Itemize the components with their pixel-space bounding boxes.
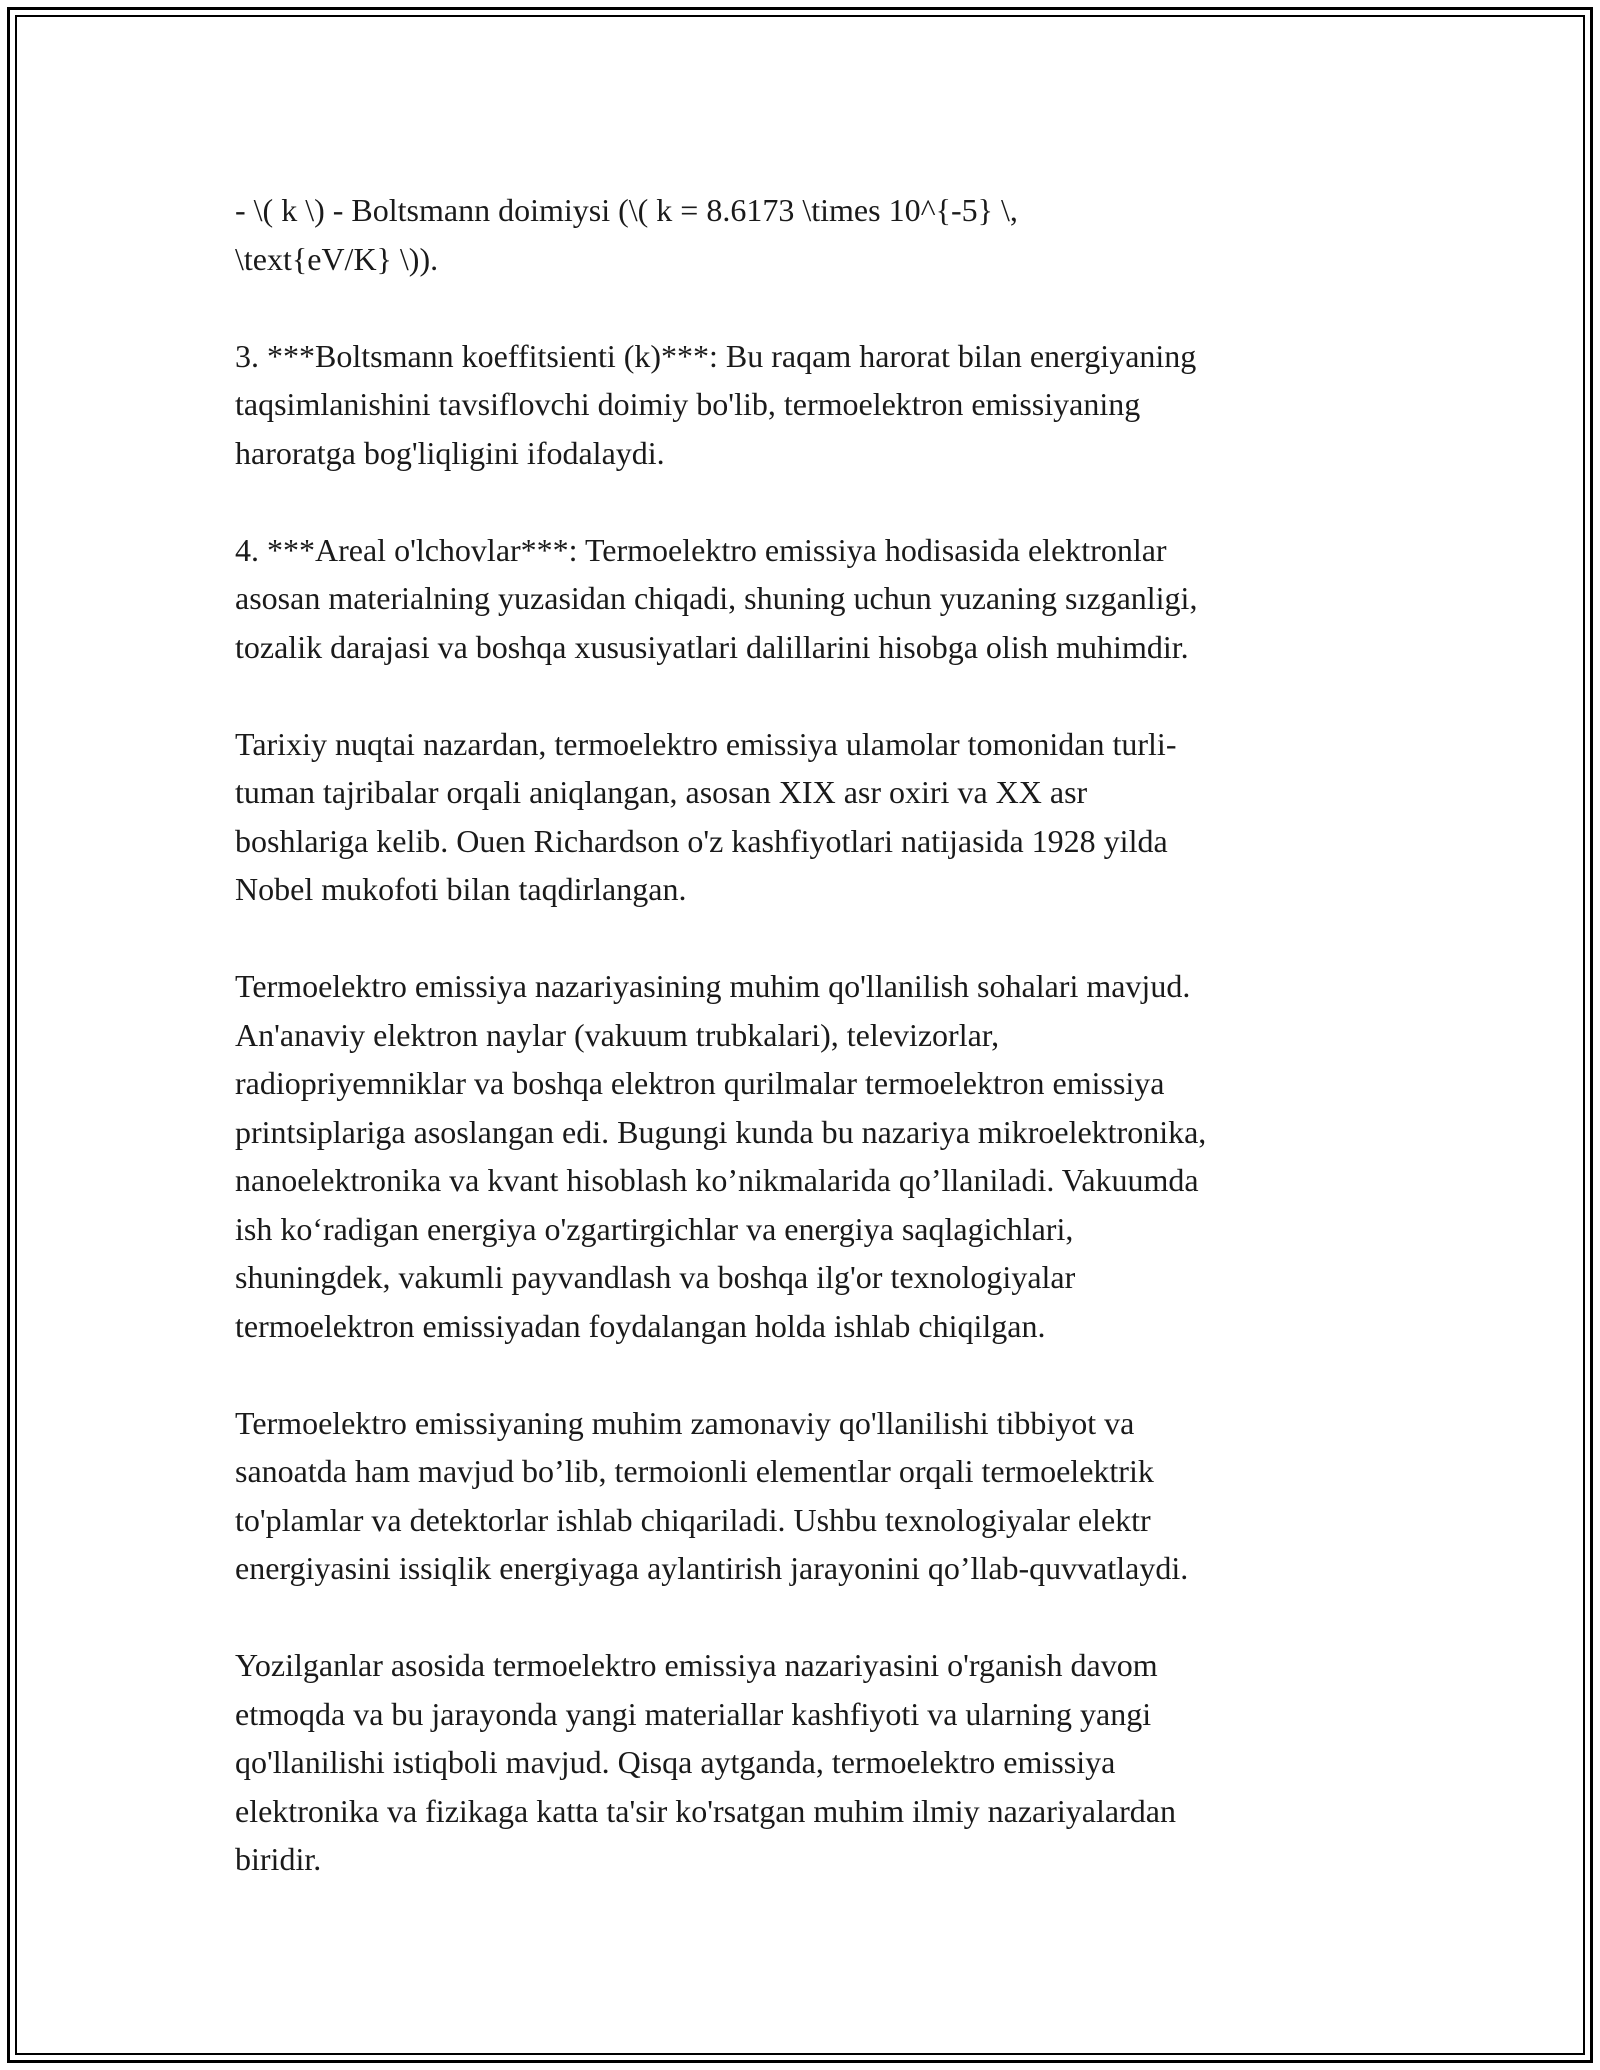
paragraph-boltzmann-coefficient: 3. ***Boltsmann koeffitsienti (k)***: Bu raqam harorat bilan energiyaning taqsimlanishini tavsiflovchi doimiy bo'lib, termoelektron emissiyaning haroratga bog'liqligini ifodalaydi. xyxy=(235,337,1197,471)
paragraph-modern-applications: Termoelektro emissiyaning muhim zamonaviy qo'llanilishi tibbiyot va sanoatda ham mavjud bo’lib, termoionli elementlar orqali termoelektrik to'plamlar va detektorlar ishlab chiqariladi. Ushbu texnologiyalar elektr energiyasini issiqlik energiyaga aylantirish jarayonini qo’llab-quvvatlaydi. xyxy=(235,1404,1189,1586)
paragraph-boltzmann-constant-definition: - \( k \) - Boltsmann doimiysi (\( k = 8.6173 \times 10^{-5} \, \text{eV/K} \)). xyxy=(235,192,1018,277)
paragraph-areal-measurements: 4. ***Areal o'lchovlar***: Termoelektro emissiya hodisasida elektronlar asosan materialning yuzasidan chiqadi, shuning uchun yuzaning sızganligi, tozalik darajasi va boshqa xususiyatlari dalillarini hisobga olish muhimdir. xyxy=(235,531,1198,665)
paragraph-applications: Termoelektro emissiya nazariyasining muhim qo'llanilish sohalari mavjud. An'anaviy elektron naylar (vakuum trubkalari), televizorlar, radiopriyemniklar va boshqa elektron qurilmalar termoelektron emissiya printsiplariga asoslangan edi. Bugungi kunda bu nazariya mikroelektronika, nanoelektronika va kvant hisoblash ko’nikmalarida qo’llaniladi. Vakuumda ish ko‘radigan energiya o'zgartirgichlar va energiya saqlagichlari, shuningdek, vakumli payvandlash va boshqa ilg'or texnologiyalar termoelektron emissiyadan foydalangan holda ishlab chiqilgan. xyxy=(235,968,1207,1344)
paragraph-history: Tarixiy nuqtai nazardan, termoelektro emissiya ulamolar tomonidan turli- tuman tajribalar orqali aniqlangan, asosan XIX asr oxiri va XX asr boshlariga kelib. Ouen Richardson o'z kashfiyotlari natijasida 1928 yilda Nobel mukofoti bilan taqdirlangan. xyxy=(235,725,1177,907)
paragraph-conclusion: Yozilganlar asosida termoelektro emissiya nazariyasini o'rganish davom etmoqda va bu jarayonda yangi materiallar kashfiyoti va ularning yangi qo'llanilishi istiqboli mavjud. Qisqa aytganda, termoelektro emissiya elektronika va fizikaga katta ta'sir ko'rsatgan muhim ilmiy nazariyalardan biridir. xyxy=(235,1647,1176,1877)
document-body xyxy=(235,186,1375,1884)
